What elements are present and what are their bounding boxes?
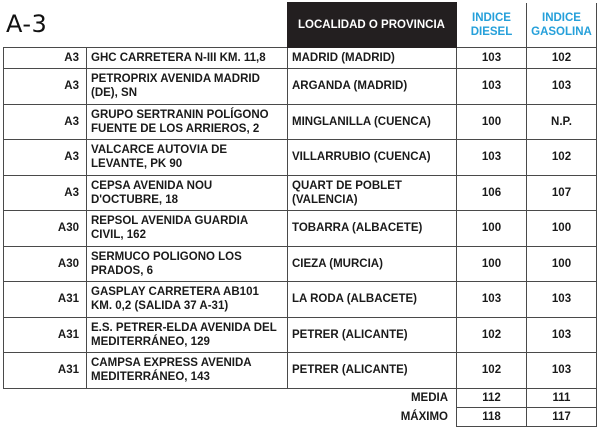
location-cell: TOBARRA (ALBACETE)	[288, 211, 457, 247]
location-cell: CIEZA (MURCIA)	[288, 246, 457, 282]
average-gasoline: 111	[527, 388, 597, 407]
diesel-index-cell: 103	[457, 69, 527, 105]
gasoline-index-cell: 107	[527, 175, 597, 211]
diesel-header-line2: DIESEL	[470, 25, 513, 38]
diesel-header-line1: INDICE	[472, 11, 511, 24]
location-cell: LA RODA (ALBACETE)	[288, 282, 457, 318]
road-cell: A3	[4, 48, 87, 69]
location-cell: VILLARRUBIO (CUENCA)	[288, 140, 457, 176]
gasoline-index-cell: 100	[527, 211, 597, 247]
gasoline-index-cell: N.P.	[527, 104, 597, 140]
location-cell: ARGANDA (MADRID)	[288, 69, 457, 105]
table-header-row	[4, 3, 597, 48]
station-cell: GASPLAY CARRETERA AB101 KM. 0,2 (SALIDA 37 A-31)	[87, 282, 288, 318]
diesel-index-cell: 103	[457, 48, 527, 69]
station-cell: PETROPRIX AVENIDA MADRID (DE), SN	[87, 69, 288, 105]
gasoline-index-cell: 103	[527, 353, 597, 389]
table-row	[4, 282, 597, 318]
road-cell: A30	[4, 211, 87, 247]
gasoline-index-cell: 103	[527, 69, 597, 105]
station-cell: CEPSA AVENIDA NOU D'OCTUBRE, 18	[87, 175, 288, 211]
road-cell: A30	[4, 246, 87, 282]
average-diesel: 112	[457, 388, 527, 407]
road-cell: A31	[4, 317, 87, 353]
gasoline-index-cell: 103	[527, 282, 597, 318]
table-row	[4, 317, 597, 353]
page-title: A-3	[6, 10, 48, 38]
road-cell: A3	[4, 175, 87, 211]
location-cell: MINGLANILLA (CUENCA)	[288, 104, 457, 140]
station-cell: VALCARCE AUTOVIA DE LEVANTE, PK 90	[87, 140, 288, 176]
diesel-index-cell: 100	[457, 211, 527, 247]
diesel-index-cell: 102	[457, 353, 527, 389]
location-cell: MADRID (MADRID)	[288, 48, 457, 69]
location-cell: QUART DE POBLET (VALENCIA)	[288, 175, 457, 211]
station-cell: GRUPO SERTRANIN POLÍGONO FUENTE DE LOS ARRIEROS, 2	[87, 104, 288, 140]
gasoline-index-cell: 103	[527, 317, 597, 353]
diesel-index-cell: 100	[457, 104, 527, 140]
station-cell: CAMPSA EXPRESS AVENIDA MEDITERRÁNEO, 143	[87, 353, 288, 389]
gasoline-header-line1: INDICE	[542, 11, 581, 24]
station-cell: GHC CARRETERA N-III KM. 11,8	[87, 48, 288, 69]
station-cell: SERMUCO POLIGONO LOS PRADOS, 6	[87, 246, 288, 282]
table-row	[4, 48, 597, 69]
table-row	[4, 353, 597, 389]
road-cell: A3	[4, 104, 87, 140]
column-header-location: LOCALIDAD O PROVINCIA	[288, 3, 457, 48]
column-header-diesel	[457, 3, 527, 48]
maximum-gasoline: 117	[527, 407, 597, 426]
diesel-index-cell: 103	[457, 282, 527, 318]
fuel-price-table	[3, 2, 597, 427]
column-header-gasoline	[527, 3, 597, 48]
table-row	[4, 104, 597, 140]
average-row	[4, 388, 597, 407]
table-row	[4, 140, 597, 176]
average-label: MEDIA	[410, 391, 448, 404]
table-row	[4, 211, 597, 247]
table-row	[4, 175, 597, 211]
gasoline-index-cell: 102	[527, 140, 597, 176]
table-row	[4, 69, 597, 105]
road-cell: A3	[4, 140, 87, 176]
diesel-index-cell: 103	[457, 140, 527, 176]
location-cell: PETRER (ALICANTE)	[288, 317, 457, 353]
maximum-label: MÁXIMO	[400, 410, 448, 423]
diesel-index-cell: 106	[457, 175, 527, 211]
table-row	[4, 246, 597, 282]
gasoline-header-line2: GASOLINA	[531, 25, 592, 38]
diesel-index-cell: 102	[457, 317, 527, 353]
maximum-diesel: 118	[457, 407, 527, 426]
maximum-row	[4, 407, 597, 426]
road-cell: A31	[4, 353, 87, 389]
station-cell: REPSOL AVENIDA GUARDIA CIVIL, 162	[87, 211, 288, 247]
location-cell: PETRER (ALICANTE)	[288, 353, 457, 389]
road-cell: A3	[4, 69, 87, 105]
gasoline-index-cell: 102	[527, 48, 597, 69]
station-cell: E.S. PETRER-ELDA AVENIDA DEL MEDITERRÁNEO, 129	[87, 317, 288, 353]
diesel-index-cell: 100	[457, 246, 527, 282]
road-cell: A31	[4, 282, 87, 318]
gasoline-index-cell: 100	[527, 246, 597, 282]
